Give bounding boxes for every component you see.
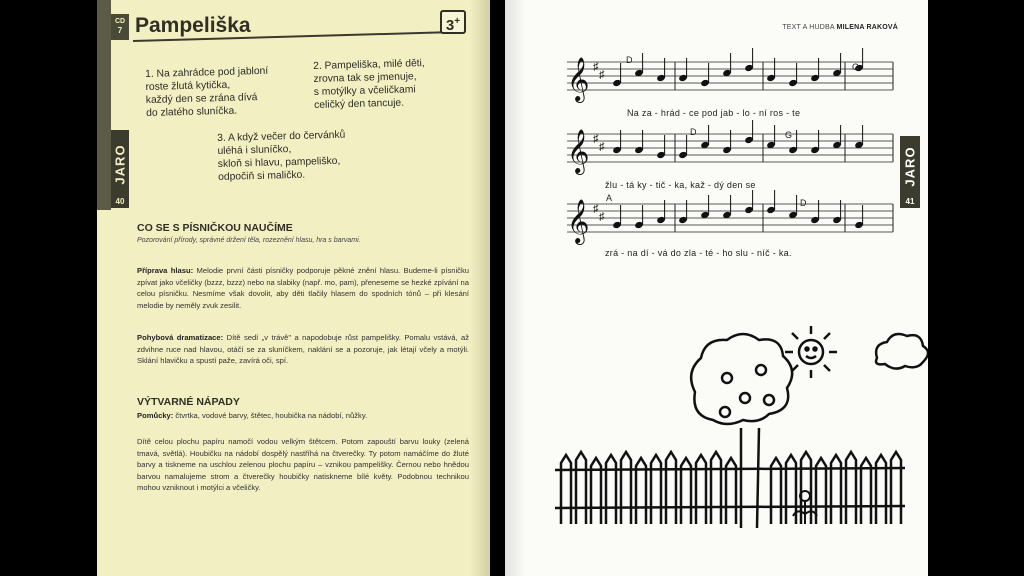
fence-picket [651,455,661,524]
verse-line: zrovna tak se jmenuje, [313,71,417,85]
verse-line: roste žlutá kytička, [145,79,231,93]
page-number-right: 41 [900,196,920,208]
gutter-shadow [470,0,490,576]
section-heading-learn: CO SE S PÍSNIČKOU NAUČÍME [137,222,293,234]
right-page [505,0,928,576]
chord-label: G [785,130,793,140]
lyrics-line-2: žlu - tá ky - tič - ka, kaž - dý den se [605,180,756,190]
sharp-icon: ♯ [593,203,599,215]
song-title: Pampeliška [135,14,251,37]
cd-track-number: 7 [117,26,123,35]
section-subtitle-learn: Pozorování přírody, správné držení těla, rozeznění hlasu, hra s barvami. [137,237,361,244]
paragraph-text: Melodie první části písničky podporuje pěkné znění hlasu. Budeme-li písničku zpívat jako včeličky (bzzz, bzzz) nebo na slabiky (např. mo, pam), přeneseme se hezké zpívání na celou písničku. Nesmíme však dovolit, aby děti tlačily hlasem do spodních tónů – při klesání melodie by neměly zvuk zesilit. [137,266,469,310]
age-badge [440,10,466,34]
cloud-drawing [876,334,928,369]
fence-picket [636,458,646,524]
verse-2 [313,56,474,112]
credit-prefix: TEXT A HUDBA [782,24,837,31]
left-edge-strip [97,0,111,210]
fence-picket [621,452,631,524]
fence-picket [606,455,616,524]
fence-picket [696,455,706,524]
fence-rail [555,506,905,508]
book-spread [97,0,928,576]
chord-label: D [800,198,807,208]
fence-picket [576,452,586,524]
season-label-left: JARO [112,143,128,185]
fence-picket [666,452,676,524]
lyrics-line-1: Na za - hrád - ce pod jab - lo - ní ros - te [627,108,801,118]
fence-rail [555,468,905,470]
paragraph-label: Příprava hlasu: [137,266,194,275]
sharp-icon: ♯ [599,141,605,153]
age-plus: + [454,16,461,27]
verse-line: celičký den tancuje. [314,97,405,111]
verse-line: skloň si hlavu, pampeliško, [217,155,341,170]
season-label-right: JARO [902,145,918,187]
paragraph-text: čtvrtka, vodové barvy, štětec, houbička na nádobí, nůžky. [173,411,368,420]
page-number-left: 40 [111,196,129,208]
cd-badge [111,14,129,40]
fence-picket [846,452,856,524]
verse-line: s motýlky a včeličkami [313,84,416,98]
fence-picket [831,455,841,524]
sharp-icon: ♯ [599,211,605,223]
fence-picket [681,458,691,524]
paragraph-text: Dítě sedí „v trávě" a napodobuje růst pampelišky. Pomalu vstává, až zdvihne ruce nad hlavou, otáčí se za sluníčkem, naklání se a pozoruje, jak létají včely a motýli. Sklání hlavičku a spustí paže, zavírá oči, spí. [137,333,470,366]
fence-picket [561,455,571,524]
treble-clef-icon: 𝄞 [567,129,590,173]
paragraph-label: Pohybová dramatizace: [137,333,224,342]
sharp-icon: ♯ [599,69,605,81]
treble-clef-icon: 𝄞 [567,199,590,243]
chord-label: D [626,55,633,65]
fence-drawing [555,452,905,524]
lyrics-line-3: zrá - na dí - vá do zla - té - ho slu - níč - ka. [605,248,792,258]
season-tab-left [111,130,129,198]
paragraph-art-instructions: Dítě celou plochu papíru namočí vodou velkým štětcem. Potom zapouští barvu louky (zelená tmavá, světlá). Houbičku na nádobí dospělý nastříhá na čtverečky. Ty potom namáčíme do žluté barvy a tiskneme na uschlou zelenou plochu papíru – vznikou pampelišky. Černou nebo hnědou barvou namalujeme strom a čtverečky houbičky natiskneme bílé květy. Podobnou technikou mohou vzniknout i motýlci a včeličky. [137,437,469,493]
verse-line: 1. Na zahrádce pod jabloní [145,65,269,80]
left-page [97,0,490,576]
fence-picket [891,452,901,524]
paragraph-movement [137,332,469,367]
paragraph-label: Pomůcky: [137,411,174,420]
childrens-drawing [505,300,928,530]
section-heading-art: VÝTVARNÉ NÁPADY [137,396,240,408]
fence-picket [711,452,721,524]
cd-label: CD [114,18,126,25]
fence-picket [876,455,886,524]
verse-line: 2. Pampeliška, milé děti, [313,58,425,72]
chord-label: G [852,62,860,72]
verse-1 [145,64,306,120]
chord-label: A [606,193,613,203]
sharp-icon: ♯ [593,61,599,73]
paragraph-voice-prep [137,265,469,311]
verse-line: uléhá i sluníčko, [217,144,292,157]
fence-picket [591,458,601,524]
paragraph-materials [137,410,469,422]
age-value: 3 [445,17,455,34]
chord-label: D [690,127,697,137]
verse-3 [217,127,418,184]
credit-name: MILENA RAKOVÁ [836,24,898,31]
verse-line: do zlatého sluníčka. [146,105,238,119]
verse-line: odpočiň si maličko. [218,169,306,183]
sharp-icon: ♯ [593,133,599,145]
verse-line: každý den se zrána dívá [145,92,258,106]
treble-clef-icon: 𝄞 [567,57,590,101]
verse-line: 3. A když večer do červánků [217,129,346,144]
